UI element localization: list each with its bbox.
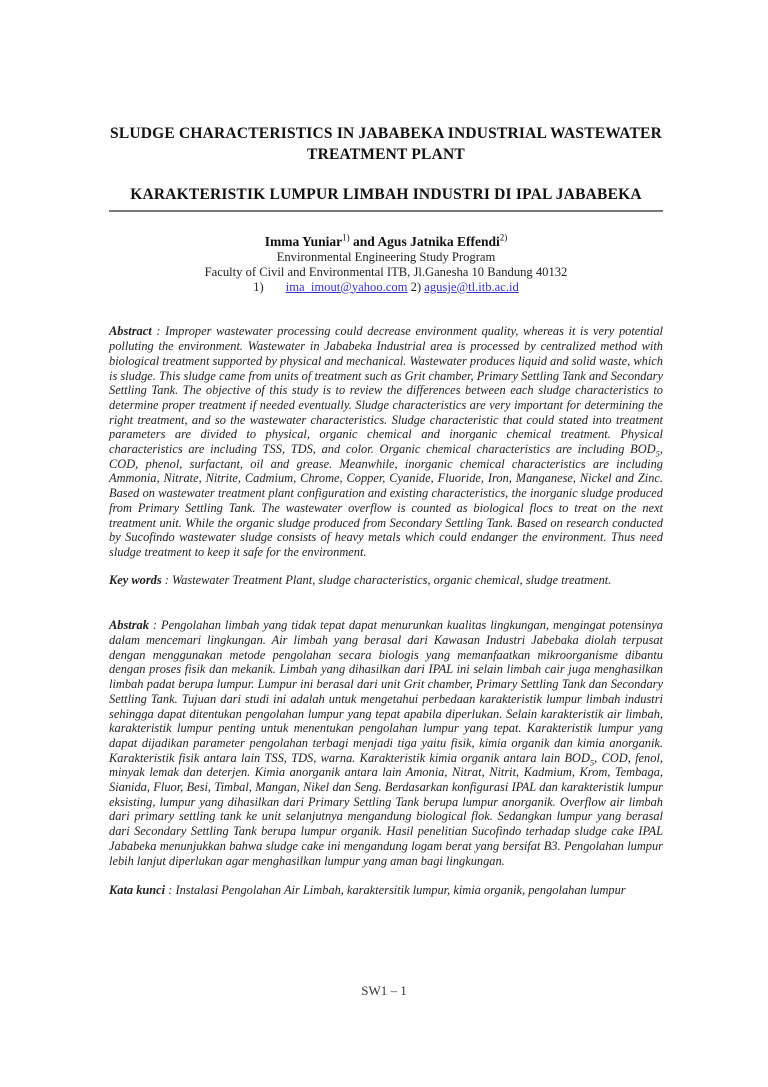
author-sup-1: 1) bbox=[342, 232, 350, 243]
affiliation-program: Environmental Engineering Study Program bbox=[276, 250, 496, 264]
abstract-indonesian-label: Abstrak bbox=[109, 618, 149, 633]
author-sup-2: 2) bbox=[499, 232, 508, 243]
keywords-indonesian-label: Kata kunci bbox=[109, 883, 166, 898]
affiliation-faculty: Faculty of Civil and Environmental ITB, Jl.Ganesha 10 Bandung 40132 bbox=[204, 264, 568, 279]
email-link-1[interactable]: ima_imout@yahoo.com bbox=[285, 279, 408, 294]
keywords-english bbox=[109, 573, 663, 588]
email-prefix-2: 2) bbox=[410, 279, 422, 294]
page-content bbox=[109, 0, 663, 910]
abstract-indonesian-text-2: , COD, fenol, minyak lemak dan deterjen. Kimia anorganik antara lain Amonia, Nitrat, Nitrit, Kadmium, Krom, Tembaga, Sianida, Fluor, Besi, Timbal, Mangan, Nikel dan Seng. Berdasarkan konfigurasi IPAL dan karakteristik lumpur eksisting, lumpur yang dihasilkan dari Primary Settling Tank berupa lumpur anorganik. Overflow air limbah dari primary settling tank ke unit selanjutnya mengandung biological flok. Sedangkan lumpur yang berasal dari Secondary Settling Tank berupa lumpur organik. Hasil penelitian Sucofindo terhadap sludge cake IPAL Jababeka menunjukkan bahwa sludge cake ini mengandung logam berat yang bersifat B3. Pengolahan lumpur lebih lanjut diperlukan agar menghasilkan lumpur yang aman bagi lingkungan. bbox=[109, 750, 663, 868]
page-number: SW1 – 1 bbox=[361, 983, 407, 998]
abstract-english bbox=[109, 324, 663, 559]
abstract-english-text-1: : Improper wastewater processing could decrease environment quality, whereas it is very potential polluting the environment. Wastewater in Jababeka Industrial area is processed by centralized method with biological treatment supported by physical and mechanical. Wastewater produces liquid and solid waste, which is sludge. This sludge came from units of treatment such as Grit chamber, Primary Settling Tank and Secondary Settling Tank. The objective of this study is to review the differences between each sludge characteristics to determine proper treatment if needed eventually. Sludge characteristics are very important for determining the right treatment, and so the wastewater characteristics. Sludge characteristic that could stated into treatment parameters are divided to physical, organic chemical and inorganic chemical treatment. Physical characteristics are including TSS, TDS, and color. Organic chemical characteristics are including BOD bbox=[109, 324, 663, 457]
keywords-english-text: : Wastewater Treatment Plant, sludge characteristics, organic chemical, sludge treatment. bbox=[161, 572, 612, 587]
abstract-indonesian-text-1: : Pengolahan limbah yang tidak tepat dapat menurunkan kualitas lingkungan, mengingat potensinya dalam mencemari lingkungan. Air limbah yang berasal dari Kawasan Industri Jabebaka diolah terpusat dengan menggunakan metode pengolahan secara biologis yang memanfaatkan mikroorganisme dibantu dengan proses fisik dan mekanik. Limbah yang dihasilkan dari IPAL ini selain limbah cair juga menghasilkan limbah padat berupa lumpur. Lumpur ini berasal dari unit Grit chamber, Primary Settling Tank dan Secondary Settling Tank. Tujuan dari studi ini adalah untuk mengetahui perbedaan karakteristik lumpur limbah industri sehingga dapat ditentukan pengolahan lumpur yang tepat apabila diperlukan. Selain karakteristik air limbah, karakteristik lumpur penting untuk menentukan pengolahan lumpur yang tepat. Karakteristik lumpur yang dapat dijadikan parameter pengolahan terbagi menjadi tiga yaitu fisik, kimia organik dan kimia anorganik. Karakteristik fisik antara lain TSS, TDS, warna. Karakteristik kimia organik antara lain BOD bbox=[109, 618, 663, 765]
author-block bbox=[109, 233, 663, 294]
paper-title-indonesian: KARAKTERISTIK LUMPUR LIMBAH INDUSTRI DI IPAL JABABEKA bbox=[130, 186, 642, 203]
email-link-2[interactable]: agusje@tl.itb.ac.id bbox=[424, 279, 519, 294]
author-line bbox=[109, 233, 663, 250]
author-name-2: Agus Jatnika Effendi bbox=[377, 234, 500, 249]
author-name-1: Imma Yuniar bbox=[264, 234, 343, 249]
keywords-english-label: Key words bbox=[109, 572, 162, 587]
paper-title-english: SLUDGE CHARACTERISTICS IN JABABEKA INDUSTRIAL WASTEWATER TREATMENT PLANT bbox=[110, 125, 662, 163]
author-connector: and bbox=[349, 234, 378, 249]
email-prefix-1: 1) bbox=[253, 279, 264, 294]
title-divider-rule bbox=[109, 210, 663, 212]
email-line bbox=[109, 280, 663, 295]
keywords-indonesian-text: : Instalasi Pengolahan Air Limbah, karaktersitik lumpur, kimia organik, pengolahan lumpur bbox=[165, 883, 626, 898]
abstract-english-label: Abstract bbox=[109, 324, 152, 339]
keywords-indonesian bbox=[109, 883, 663, 898]
bod-subscript-en: 5 bbox=[655, 448, 660, 459]
bod-subscript-id: 5 bbox=[589, 757, 595, 768]
abstract-indonesian bbox=[109, 618, 663, 868]
abstract-english-text-2: , COD, phenol, surfactant, oil and grease. Meanwhile, inorganic chemical characteristics are including Ammonia, Nitrate, Nitrite, Cadmium, Chrome, Copper, Cyanide, Fluoride, Iron, Manganese, Nickel and Zinc. Based on wastewater treatment plant configuration and existing characteristics, the inorganic sludge produced from Primary Settling Tank. The wastewater overflow is counted as biological flocs to treat on the next treatment unit. While the organic sludge produced from Secondary Settling Tank. Based on research conducted by Sucofindo wastewater sludge consists of heavy metals which could endanger the environment. Thus need sludge treatment to keep it safe for the environment. bbox=[109, 442, 663, 559]
title-block bbox=[109, 123, 663, 212]
